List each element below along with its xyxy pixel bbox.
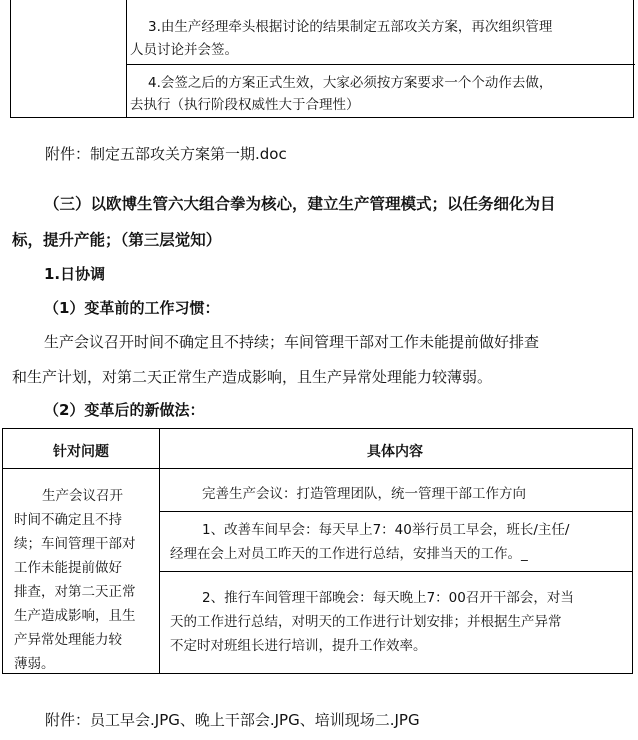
problem-line: 生产造成影响，且生 [14,608,136,624]
column-header-content: 具体内容 [367,444,423,460]
attachment-line-2: 附件：员工早会.JPG、晚上干部会.JPG、培训现场二.JPG [45,711,420,729]
content-row-2-cont: 经理在会上对员工昨天的工作进行总结，安排当天的工作。_ [170,546,528,562]
content-row-3-cont2: 不定时对班组长进行培训，提升工作效率。 [170,638,427,654]
before-text: 生产会议召开时间不确定且不持续；车间管理干部对工作未能提前做好排查 [44,333,540,351]
before-text-cont: 和生产计划，对第二天正常生产造成影响，且生产异常处理能力较薄弱。 [12,368,493,386]
problem-line: 薄弱。 [14,656,55,672]
table-divider [126,0,127,117]
table-cell-step4-line1: 4.会签之后的方案正式生效，大家必须按方案要求一个个动作去做， [148,75,553,91]
problem-line: 时间不确定且不持 [14,512,122,528]
table-cell-step3-line2: 人员讨论并会签。 [130,42,238,58]
problem-line: 产异常处理能力较 [14,632,122,648]
column-header-problem: 针对问题 [53,444,109,460]
section-heading: （三）以欧博生管六大组合拳为核心，建立生产管理模式；以任务细化为目 [44,195,556,213]
problem-line: 续；车间管理干部对 [14,536,136,552]
problem-cell [14,484,154,676]
content-row-3: 2、推行车间管理干部晚会：每天晚上7：00召开干部会，对当 [202,590,574,606]
content-row-1: 完善生产会议：打造管理团队，统一管理干部工作方向 [202,486,526,502]
table-divider [159,429,160,674]
after-heading: （2）变革后的新做法： [44,401,205,419]
table-cell-step3-line1: 3.由生产经理牵头根据讨论的结果制定五部攻关方案，再次组织管理 [148,19,553,35]
problem-line: 生产会议召开 [42,488,123,504]
content-row-2: 1、改善车间早会：每天早上7：40举行员工早会，班长/主任/ [202,522,570,538]
table-divider [127,64,635,65]
row-divider [160,511,632,512]
attachment-line: 附件：制定五部攻关方案第一期.doc [45,145,287,163]
row-divider [160,571,632,572]
section-heading-cont: 标，提升产能；（第三层觉知） [12,231,222,249]
problem-line: 排查，对第二天正常 [14,584,136,600]
content-row-3-cont: 天的工作进行总结，对明天的工作进行计划安排；并根据生产异常 [170,614,562,630]
subsection-title: 1.日协调 [44,265,106,283]
problem-line: 工作未能提前做好 [14,560,122,576]
table-cell-step4-line2: 去执行（执行阶段权威性大于合理性） [130,97,360,113]
before-heading: （1）变革前的工作习惯： [44,299,220,317]
